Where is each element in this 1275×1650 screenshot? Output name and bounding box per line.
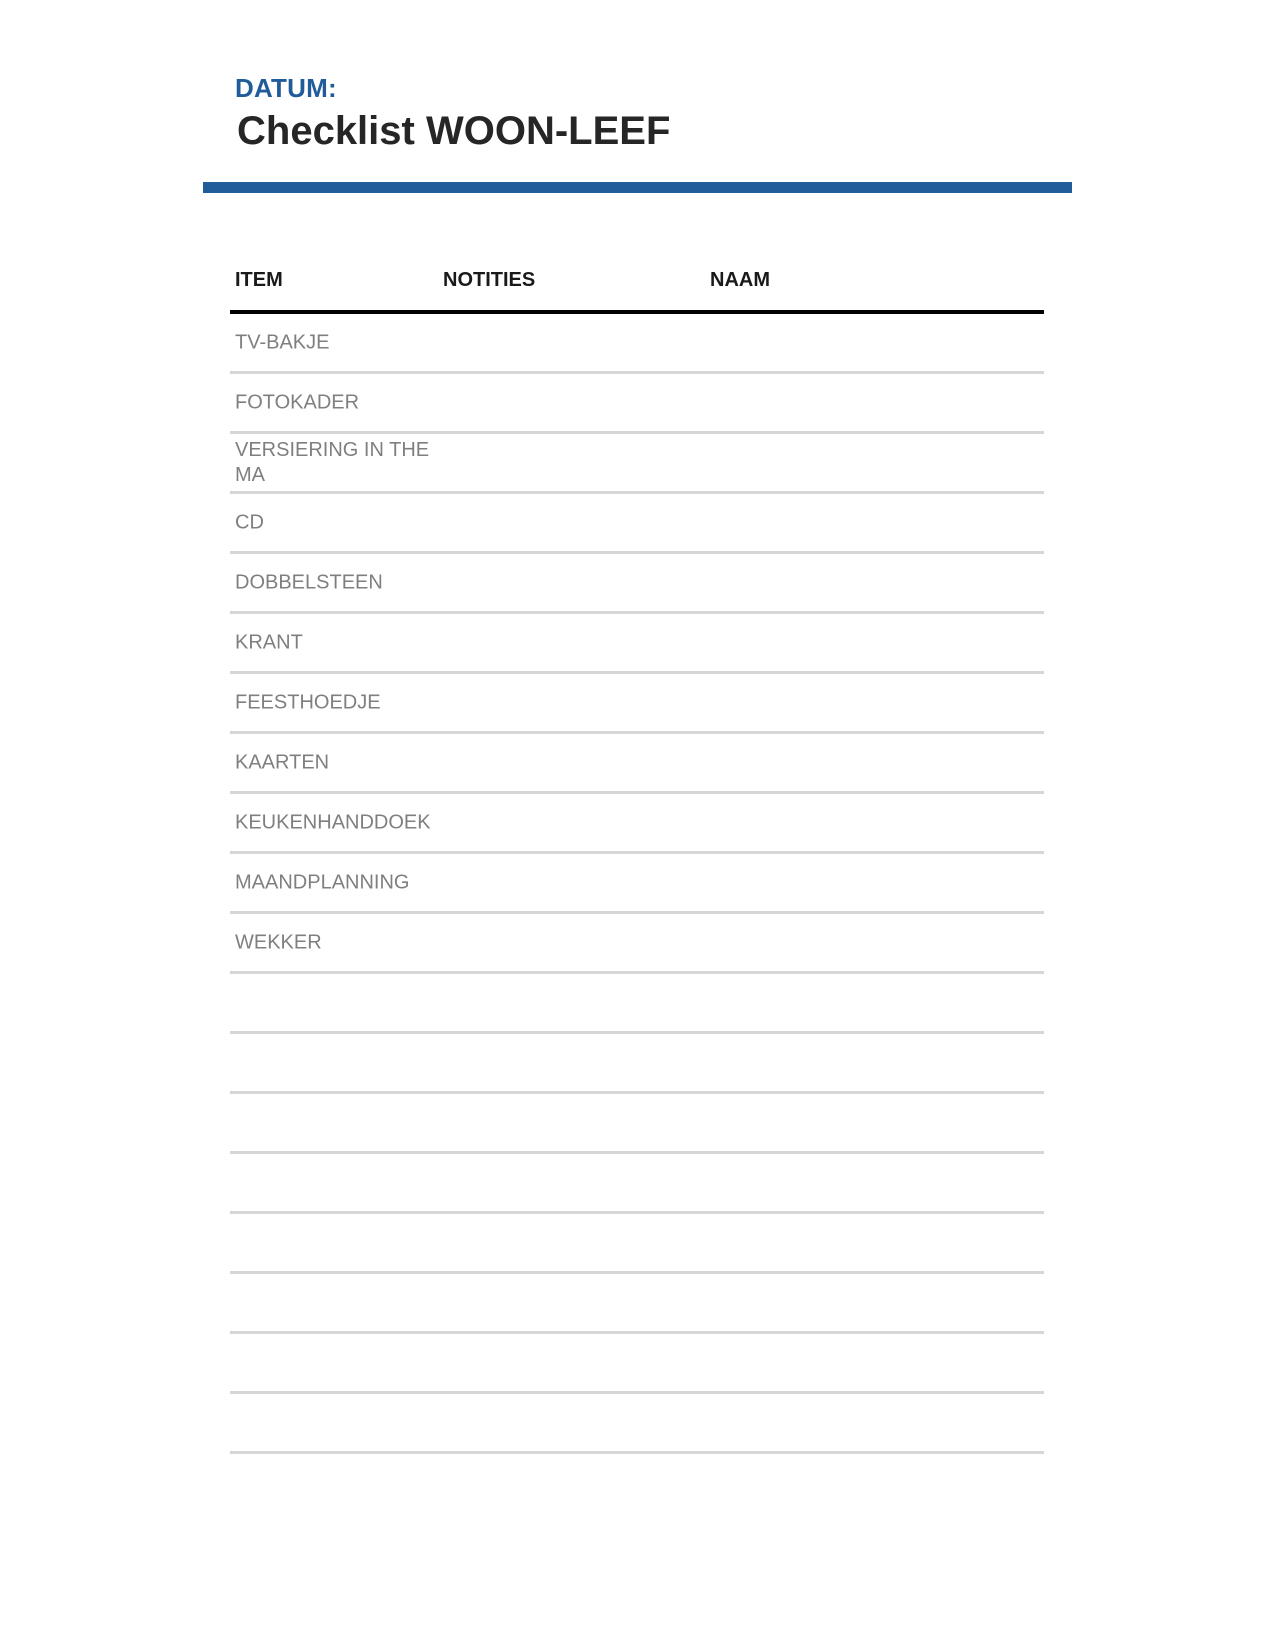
table-row xyxy=(230,1154,1044,1214)
table-row xyxy=(230,434,1044,494)
item-cell: KAARTEN xyxy=(235,751,330,773)
table-row xyxy=(230,734,1044,794)
item-cell: VERSIERING IN THEMA xyxy=(235,438,430,486)
table-row xyxy=(230,1034,1044,1094)
table-row xyxy=(230,1274,1044,1334)
item-cell: KEUKENHANDDOEK xyxy=(235,811,431,833)
item-cell: KRANT xyxy=(235,631,303,653)
item-cell: WEKKER xyxy=(235,931,322,953)
column-header-notes: NOTITIES xyxy=(443,269,536,291)
title-divider xyxy=(203,182,1072,193)
table-row xyxy=(230,554,1044,614)
item-cell: DOBBELSTEEN xyxy=(235,571,383,593)
item-cell: CD xyxy=(235,511,264,533)
table-body xyxy=(230,314,1044,1454)
column-header-item: ITEM xyxy=(235,269,283,291)
table-row xyxy=(230,1214,1044,1274)
table-row xyxy=(230,794,1044,854)
table-row xyxy=(230,1394,1044,1454)
table-row xyxy=(230,314,1044,374)
page-title: Checklist WOON-LEEF xyxy=(237,109,671,153)
table-row xyxy=(230,494,1044,554)
table-row xyxy=(230,674,1044,734)
item-cell: FEESTHOEDJE xyxy=(235,691,381,713)
table-row xyxy=(230,914,1044,974)
item-cell: MAANDPLANNING xyxy=(235,871,410,893)
table-row xyxy=(230,974,1044,1034)
table-row xyxy=(230,1094,1044,1154)
table-row xyxy=(230,374,1044,434)
date-label: DATUM: xyxy=(235,73,337,103)
column-header-name: NAAM xyxy=(710,269,770,291)
item-cell: FOTOKADER xyxy=(235,391,360,413)
table-row xyxy=(230,614,1044,674)
item-cell: TV-BAKJE xyxy=(235,331,330,353)
table-header xyxy=(230,258,1044,314)
checklist-table xyxy=(230,258,1044,1454)
table-row xyxy=(230,854,1044,914)
table-row xyxy=(230,1334,1044,1394)
